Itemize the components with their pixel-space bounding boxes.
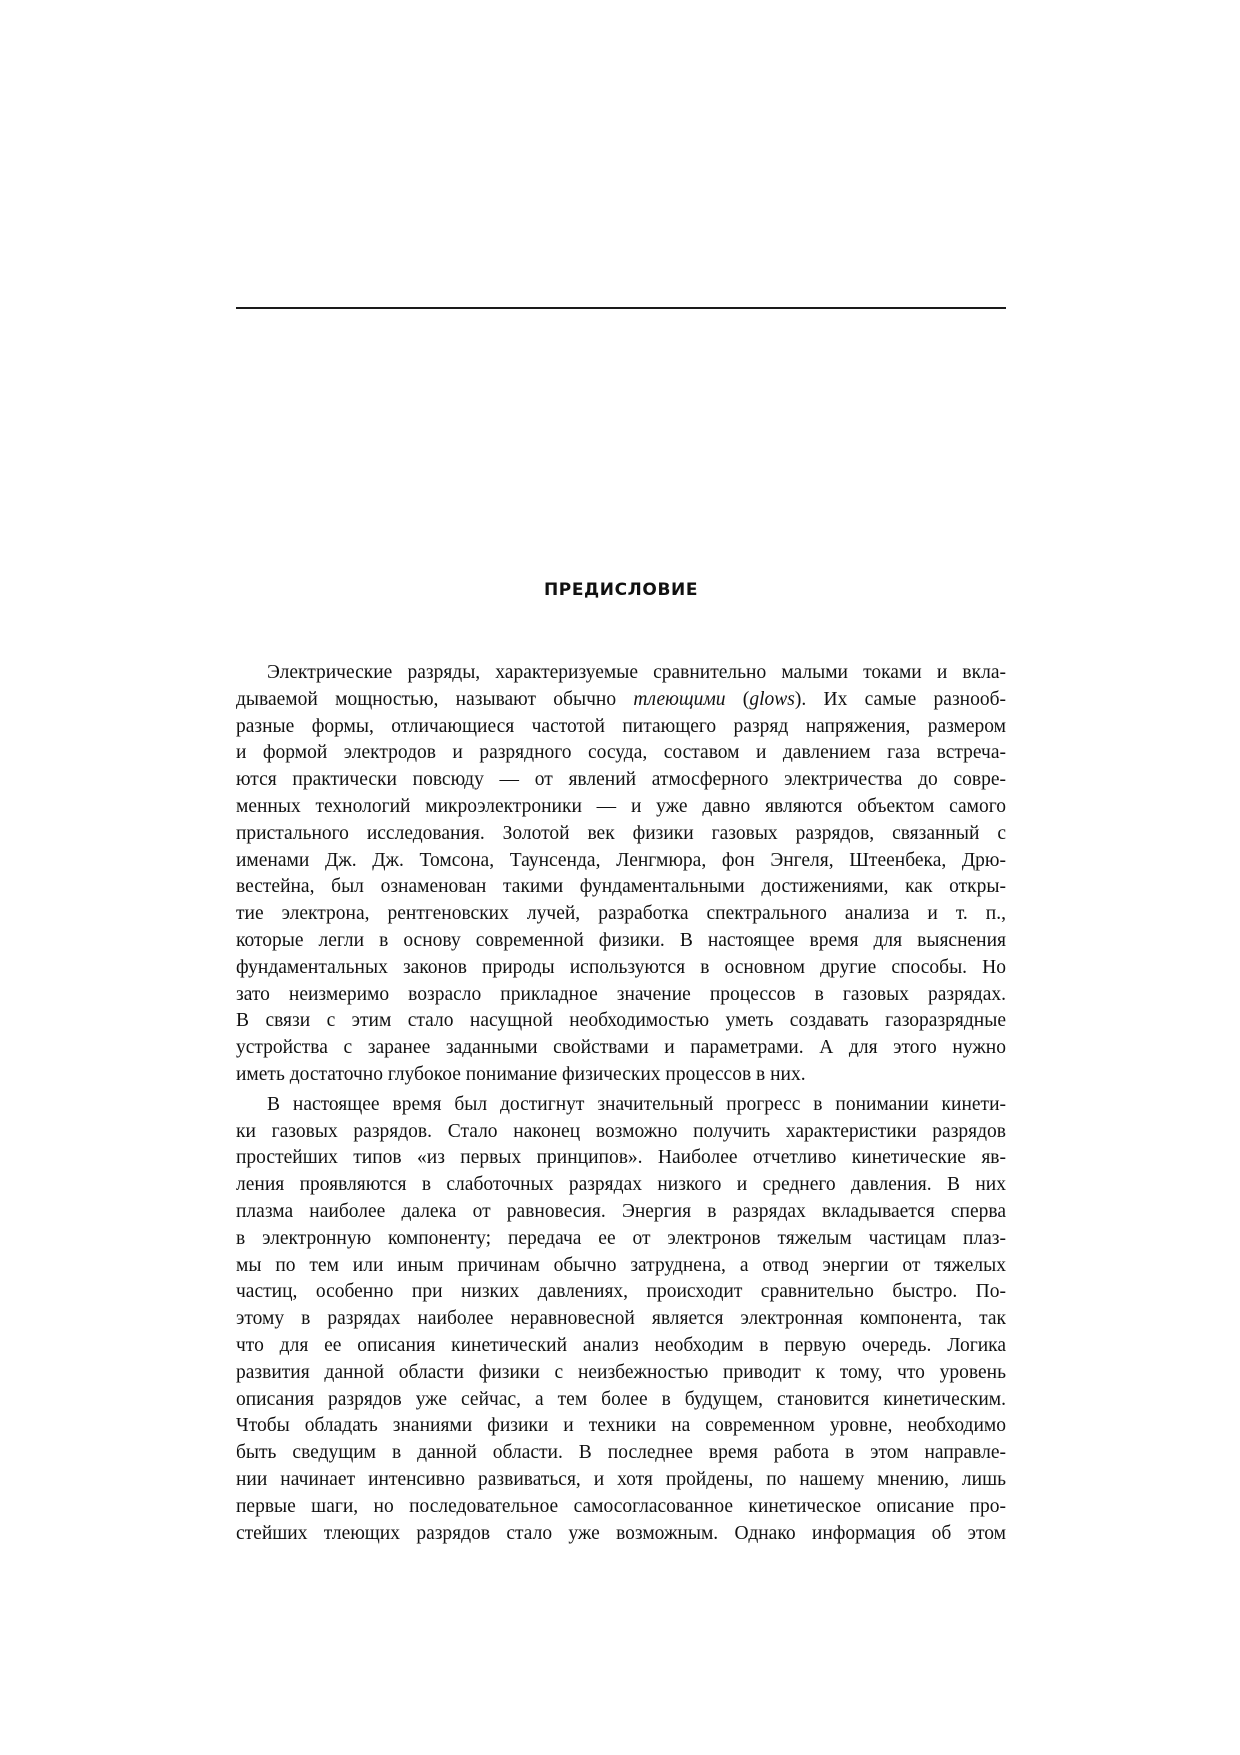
text-line: ются практически повсюду — от явлений атмосферного электричества до совре- — [236, 769, 1006, 791]
text-line: этому в разрядах наиболее неравновесной является электронная компонента, так — [236, 1308, 1006, 1330]
paragraph-1 — [236, 660, 1006, 1089]
text-line: нии начинает интенсивно развиваться, и хотя пройдены, по нашему мнению, лишь — [236, 1468, 1006, 1490]
text-line: частиц, особенно при низких давлениях, происходит сравнительно быстро. По- — [236, 1281, 1006, 1303]
text-line: в электронную компоненту; передача ее от электронов тяжелым частицам плаз- — [236, 1227, 1006, 1249]
text-line: пристального исследования. Золотой век физики газовых разрядов, связанный с — [236, 822, 1006, 844]
text-line: В настоящее время был достигнут значительный прогресс в понимании кинети- — [267, 1093, 1006, 1115]
text-line: развития данной области физики с неизбежностью приводит к тому, что уровень — [236, 1361, 1006, 1383]
text-line: тие электрона, рентгеновских лучей, разработка спектрального анализа и т. п., — [236, 903, 1006, 925]
text-line: что для ее описания кинетический анализ необходим в первую очередь. Логика — [236, 1334, 1006, 1356]
text-line: разные формы, отличающиеся частотой питающего разряд напряжения, размером — [236, 715, 1006, 737]
text-line: которые легли в основу современной физики. В настоящее время для выяснения — [236, 929, 1006, 951]
text-line: и формой электродов и разрядного сосуда, составом и давлением газа встреча- — [236, 742, 1006, 764]
preface-body — [236, 660, 1006, 1547]
text-line: мы по тем или иным причинам обычно затруднена, а отвод энергии от тяжелых — [236, 1254, 1006, 1276]
text-line: Электрические разряды, характеризуемые сравнительно малыми токами и вкла- — [267, 662, 1006, 683]
page-heading: ПРЕДИСЛОВИЕ — [543, 580, 699, 600]
paragraph-2 — [236, 1092, 1006, 1548]
text-line: именами Дж. Дж. Томсона, Таунсенда, Ленгмюра, фон Энгеля, Штеенбека, Дрю- — [236, 849, 1006, 871]
text-line: ления проявляются в слаботочных разрядах низкого и среднего давления. В них — [236, 1174, 1006, 1196]
text-line: плазма наиболее далека от равновесия. Энергия в разрядах вкладывается сперва — [236, 1200, 1006, 1222]
text-line: зато неизмеримо возрасло прикладное значение процессов в газовых разрядах. — [236, 983, 1006, 1005]
text-line: менных технологий микроэлектроники — и уже давно являются объектом самого — [236, 795, 1006, 817]
text-line: простейших типов «из первых принципов». Наиболее отчетливо кинетические яв- — [236, 1147, 1006, 1169]
text-line: фундаментальных законов природы используются в основном другие способы. Но — [236, 956, 1006, 978]
text-line: устройства с заранее заданными свойствами и параметрами. А для этого нужно — [236, 1037, 1006, 1059]
text-line: вестейна, был ознаменован такими фундаментальными достижениями, как откры- — [236, 876, 1006, 898]
text-line: быть сведущим в данной области. В последнее время работа в этом направле- — [236, 1442, 1006, 1464]
text-line: дываемой мощностью, называют обычно тлеющими (glows). Их самые разнооб- — [236, 688, 1006, 710]
text-line: ки газовых разрядов. Стало наконец возможно получить характеристики разрядов — [236, 1120, 1006, 1142]
text-line: первые шаги, но последовательное самосогласованное кинетическое описание про- — [236, 1495, 1006, 1517]
text-line: Чтобы обладать знаниями физики и техники на современном уровне, необходимо — [236, 1415, 1006, 1437]
text-line: В связи с этим стало насущной необходимостью уметь создавать газоразрядные — [236, 1010, 1006, 1032]
text-line: описания разрядов уже сейчас, а тем более в будущем, становится кинетическим. — [236, 1388, 1006, 1410]
text-line: иметь достаточно глубокое понимание физических процессов в них. — [236, 1063, 806, 1085]
header-rule — [236, 307, 1006, 309]
text-line: стейших тлеющих разрядов стало уже возможным. Однако информация об этом — [236, 1522, 1006, 1544]
